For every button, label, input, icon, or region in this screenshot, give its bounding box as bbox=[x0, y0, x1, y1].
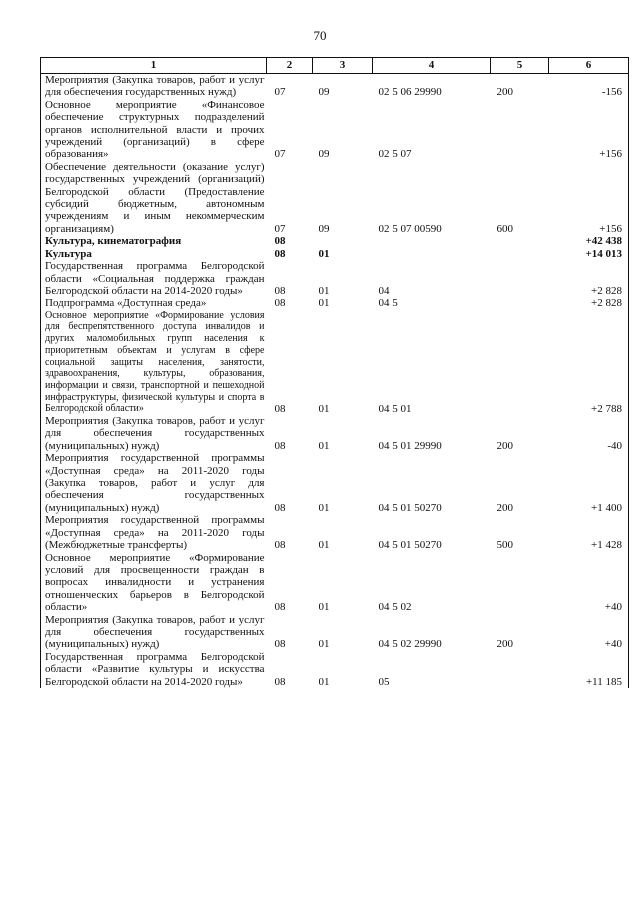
table-row bbox=[41, 614, 629, 651]
row-expense-type bbox=[491, 248, 549, 260]
row-amount: +156 bbox=[549, 161, 629, 235]
row-amount: +2 828 bbox=[549, 260, 629, 297]
header-col-1: 1 bbox=[41, 58, 267, 74]
row-amount: +156 bbox=[549, 99, 629, 161]
table-row bbox=[41, 310, 629, 415]
table-row bbox=[41, 161, 629, 235]
row-section: 08 bbox=[274, 601, 286, 614]
row-section: 07 bbox=[274, 222, 286, 235]
row-section: 08 bbox=[274, 247, 286, 260]
row-section: 08 bbox=[274, 439, 286, 452]
row-expense-type bbox=[491, 99, 549, 161]
row-target-article: 02 5 07 00590 bbox=[378, 222, 442, 235]
row-subsection: 01 bbox=[318, 675, 330, 688]
row-description: Основное мероприятие «Финансовое обеспечение структурных подразделений органов исполнительной власти и прочих учреждений (организаций) в сфере образования» bbox=[41, 99, 267, 161]
row-target-article: 04 5 02 29990 bbox=[378, 638, 442, 651]
row-target-article bbox=[373, 248, 491, 260]
row-expense-type bbox=[491, 651, 549, 688]
table-row bbox=[41, 99, 629, 161]
table-row bbox=[41, 415, 629, 452]
table-row bbox=[41, 297, 629, 309]
row-amount: +11 185 bbox=[549, 651, 629, 688]
row-subsection: 01 bbox=[318, 439, 330, 452]
row-expense-type: 600 bbox=[496, 222, 513, 235]
table-row bbox=[41, 235, 629, 247]
header-col-5: 5 bbox=[491, 58, 549, 74]
row-section: 08 bbox=[274, 284, 286, 297]
table-row bbox=[41, 74, 629, 99]
header-col-3: 3 bbox=[313, 58, 373, 74]
row-amount: -156 bbox=[549, 74, 629, 99]
row-description: Подпрограмма «Доступная среда» bbox=[41, 297, 267, 309]
row-target-article: 04 5 bbox=[378, 297, 398, 310]
row-expense-type: 500 bbox=[496, 539, 513, 552]
row-subsection bbox=[313, 235, 373, 247]
row-target-article: 04 5 01 50270 bbox=[378, 539, 442, 552]
row-description: Мероприятия государственной программы «Доступная среда» на 2011-2020 годы (Межбюджетные трансферты) bbox=[41, 514, 267, 551]
row-expense-type bbox=[491, 235, 549, 247]
table-row bbox=[41, 452, 629, 514]
row-description: Основное мероприятие «Формирование условий для просвещенности граждан в вопросах инвалидности и устранения отношенческих барьеров в Белгородской области» bbox=[41, 552, 267, 614]
row-target-article: 04 5 01 50270 bbox=[378, 501, 442, 514]
row-description: Основное мероприятие «Формирование условия для беспрепятственного доступа инвалидов и других маломобильных групп населения к приоритетным объектам и услугам в сфере социальной защиты населения, занятости, здравоохранения, культуры, образования, информации и связи, транспортной и пешеходной инфраструктуры, физической культуры и спорта в Белгородской области» bbox=[41, 310, 267, 415]
row-target-article: 02 5 07 bbox=[378, 148, 412, 161]
table-row bbox=[41, 260, 629, 297]
row-section: 07 bbox=[274, 86, 286, 99]
header-col-4: 4 bbox=[373, 58, 491, 74]
row-subsection: 01 bbox=[318, 501, 330, 514]
row-expense-type: 200 bbox=[496, 439, 513, 452]
row-section: 08 bbox=[274, 675, 286, 688]
row-subsection: 01 bbox=[318, 539, 330, 552]
row-section: 08 bbox=[274, 297, 286, 310]
row-subsection: 01 bbox=[318, 601, 330, 614]
row-amount: +14 013 bbox=[549, 248, 629, 260]
row-description: Культура, кинематография bbox=[41, 235, 267, 247]
row-description: Мероприятия (Закупка товаров, работ и услуг для обеспечения государственных (муниципальных) нужд) bbox=[41, 614, 267, 651]
row-expense-type bbox=[491, 310, 549, 415]
row-amount: +40 bbox=[549, 552, 629, 614]
table-row bbox=[41, 651, 629, 688]
row-amount: +40 bbox=[549, 614, 629, 651]
row-target-article: 04 5 01 29990 bbox=[378, 439, 442, 452]
table-row bbox=[41, 514, 629, 551]
table-row bbox=[41, 552, 629, 614]
row-amount: +1 400 bbox=[549, 452, 629, 514]
header-row bbox=[41, 58, 629, 74]
row-subsection: 01 bbox=[318, 297, 330, 310]
row-amount: +1 428 bbox=[549, 514, 629, 551]
row-expense-type bbox=[491, 297, 549, 309]
row-section: 08 bbox=[274, 638, 286, 651]
row-expense-type bbox=[491, 552, 549, 614]
row-section: 08 bbox=[274, 539, 286, 552]
row-subsection: 09 bbox=[318, 86, 330, 99]
row-amount: +42 438 bbox=[549, 235, 629, 247]
row-subsection: 09 bbox=[318, 148, 330, 161]
row-subsection: 01 bbox=[318, 284, 330, 297]
row-target-article: 04 bbox=[378, 284, 390, 297]
row-description: Мероприятия (Закупка товаров, работ и услуг для обеспечения государственных нужд) bbox=[41, 74, 267, 99]
row-target-article: 05 bbox=[378, 675, 390, 688]
row-description: Культура bbox=[41, 248, 267, 260]
row-subsection: 01 bbox=[318, 638, 330, 651]
row-description: Государственная программа Белгородской области «Развитие культуры и искусства Белгородской области на 2014-2020 годы» bbox=[41, 651, 267, 688]
row-target-article: 02 5 06 29990 bbox=[378, 86, 442, 99]
row-section: 08 bbox=[274, 501, 286, 514]
header-col-2: 2 bbox=[267, 58, 313, 74]
header-col-6: 6 bbox=[549, 58, 629, 74]
row-target-article: 04 5 02 bbox=[378, 601, 412, 614]
row-subsection: 01 bbox=[318, 402, 330, 415]
table-body bbox=[41, 74, 629, 688]
row-subsection: 09 bbox=[318, 222, 330, 235]
row-target-article: 04 5 01 bbox=[378, 402, 412, 415]
budget-table bbox=[40, 57, 629, 688]
row-expense-type: 200 bbox=[496, 638, 513, 651]
row-amount: -40 bbox=[549, 415, 629, 452]
table-row bbox=[41, 248, 629, 260]
row-description: Мероприятия государственной программы «Доступная среда» на 2011-2020 годы (Закупка товаров, работ и услуг для обеспечения государственных (муниципальных) нужд) bbox=[41, 452, 267, 514]
row-section: 08 bbox=[274, 402, 286, 415]
row-subsection: 01 bbox=[318, 247, 330, 260]
row-amount: +2 788 bbox=[549, 310, 629, 415]
row-expense-type bbox=[491, 260, 549, 297]
row-description: Государственная программа Белгородской области «Социальная поддержка граждан Белгородской области на 2014-2020 годы» bbox=[41, 260, 267, 297]
row-expense-type: 200 bbox=[496, 501, 513, 514]
row-expense-type: 200 bbox=[496, 86, 513, 99]
row-section: 08 bbox=[274, 235, 286, 248]
row-description: Мероприятия (Закупка товаров, работ и услуг для обеспечения государственных (муниципальных) нужд) bbox=[41, 415, 267, 452]
row-target-article bbox=[373, 235, 491, 247]
row-amount: +2 828 bbox=[549, 297, 629, 309]
row-section: 07 bbox=[274, 148, 286, 161]
page-number: 70 bbox=[313, 28, 327, 43]
row-description: Обеспечение деятельности (оказание услуг) государственных учреждений (организаций) Белгородской области (Предоставление субсидий бюджетным, автономным учреждениям и иным некоммерческим организациям) bbox=[41, 161, 267, 235]
